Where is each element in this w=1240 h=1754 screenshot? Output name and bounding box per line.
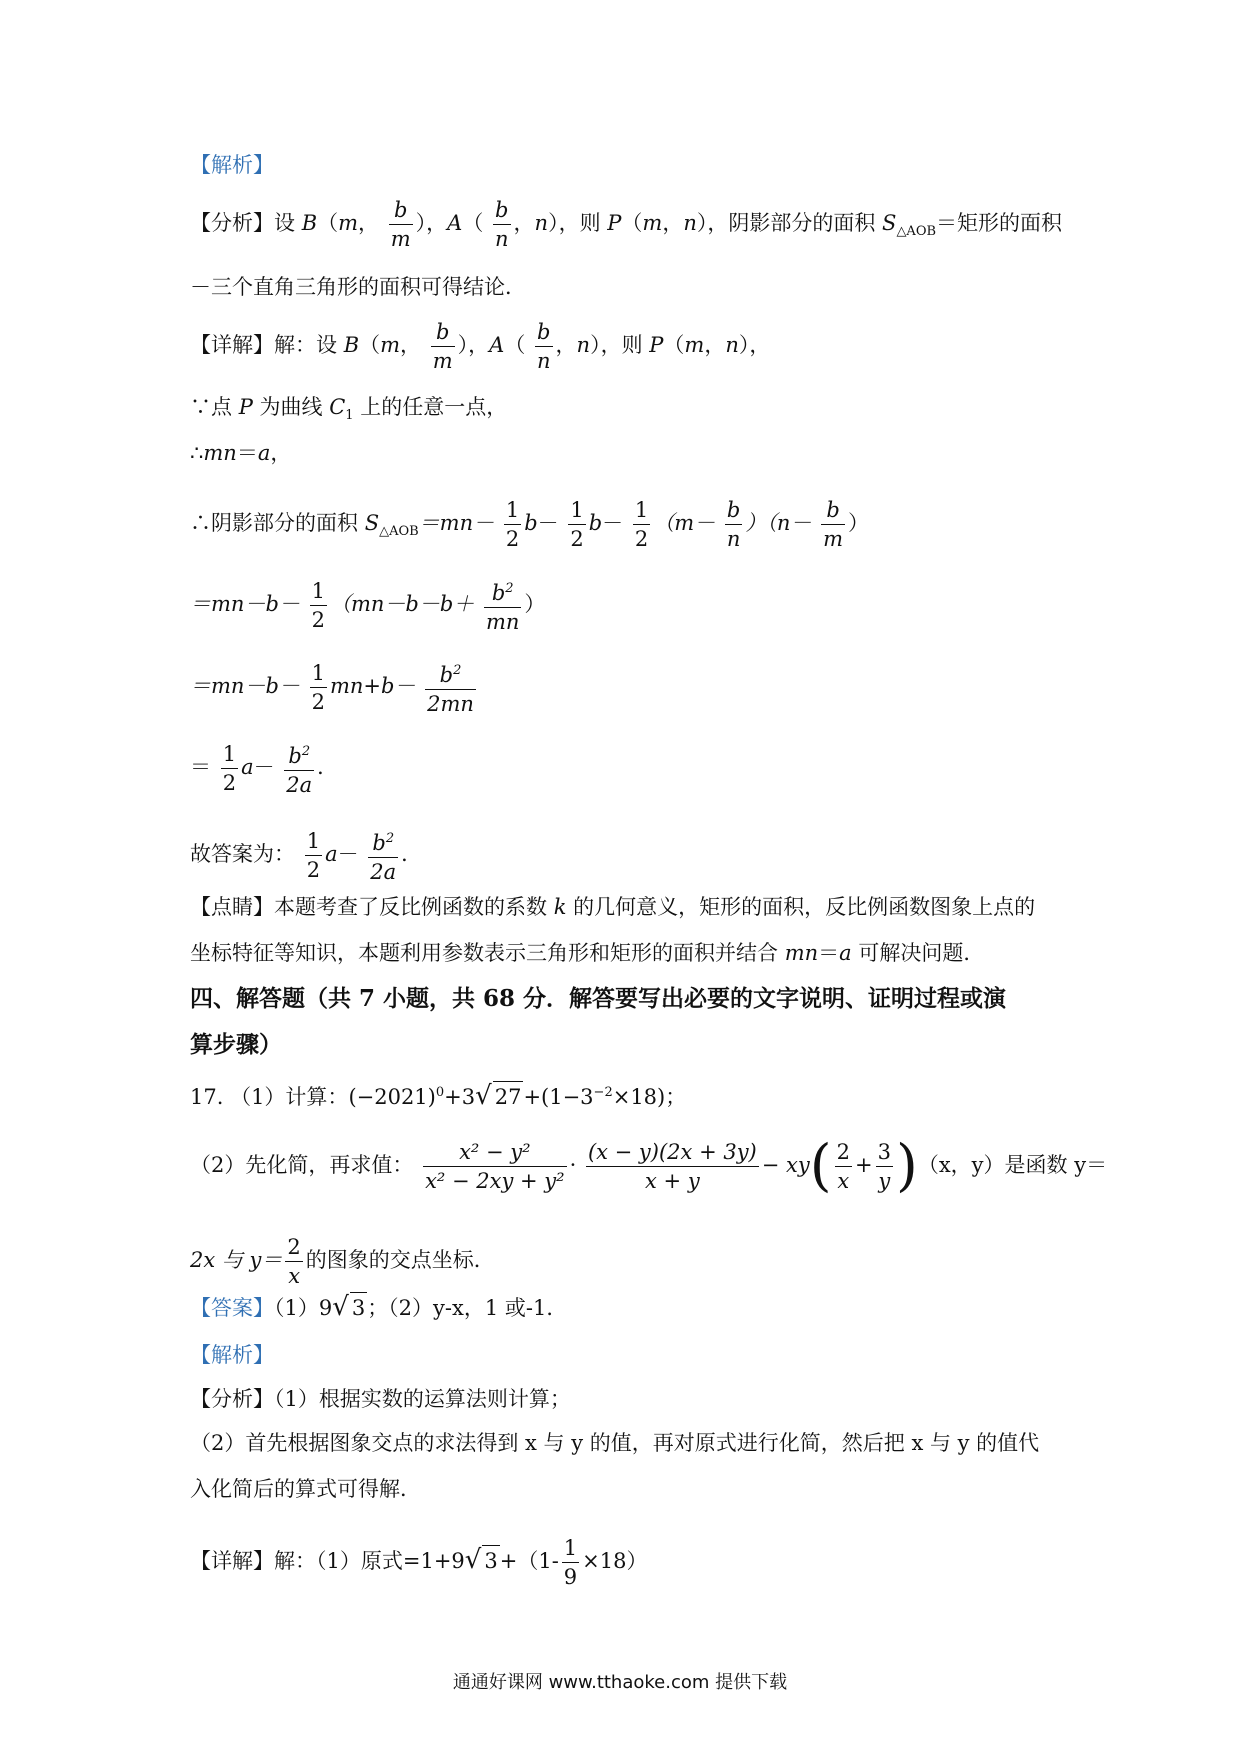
dianjing-tag: 【点睛】 (190, 895, 274, 919)
detail-line-7: ＝ $\frac{1}{2}$ a－ $\frac{b^2}{2a}$ ． (190, 738, 338, 799)
analysis-line-2: －三个直角三角形的面积可得结论． (190, 275, 526, 299)
fraction-3-over-y: $\frac{3}{y}$ (877, 1140, 891, 1193)
question-17-part2: （2）先化简，再求值： $\frac{\text{x² − y²}}{\text{x² − 2xy + y²}}$ · $\frac{(x - y)(2x + 3y)}{x + y}$ − xy( $\frac{2}{x}$ + $\frac{3}{y}$ )（x，y）是函数 y＝ (190, 1133, 1108, 1199)
fraction-2-over-x-2: $\frac{2}{x}$ (287, 1235, 301, 1288)
fraction-half-3: $\frac{1}{2}$ (634, 498, 649, 551)
detail-line-6: ＝mn－b－ $\frac{1}{2}$ mn+b－ $\frac{b^2}{2mn}$ (190, 657, 479, 718)
fraction-expr-2: $\frac{(x - y)(2x + 3y)}{x + y}$ (587, 1140, 757, 1193)
section-four-heading: 四、解答题（共 7 小题，共 68 分．解答要写出必要的文字说明、证明过程或演 (190, 985, 1007, 1012)
daan-tag: 【答案】 (190, 1296, 274, 1320)
detail-line-1: 【详解】解：设 B（m， $\frac{b}{m}$ ），A（ $\frac{b}{n}$ ，n），则 P（m，n）， (190, 320, 771, 373)
xiangjie-tag: 【详解】 (190, 333, 274, 357)
section-four-heading-cont: 算步骤） (190, 1031, 282, 1058)
fraction-half-7: $\frac{1}{2}$ (306, 829, 321, 882)
fraction-1-over-9: $\frac{1}{9}$ (563, 1536, 578, 1589)
fraction-b2-over-mn: $\frac{b^2}{mn}$ (484, 575, 521, 636)
fraction-b-over-n: $\frac{b}{n}$ (495, 198, 509, 251)
detail-line-4: ∴阴影部分的面积 $S_{\triangle AOB}=mn-$ $\frac{1}{2}$ b－ $\frac{1}{2}$ b－ $\frac{1}{2}$ （m－ $\frac{b}{n}$ ）（n－ $\frac{b}{m}$ ） (190, 498, 870, 551)
detail-17-line-1: 【详解】解：（1）原式=1+9√ 3+（1- $\frac{1}{9}$ ×18） (190, 1536, 648, 1589)
answer-line: 故答案为： $\frac{1}{2}$ a－ $\frac{b^2}{2a}$ ． (190, 825, 422, 886)
fraction-expr-1: $\frac{\text{x² − y²}}{\text{x² − 2xy + y²}}$ (425, 1140, 565, 1193)
fraction-b-over-n-2: $\frac{b}{n}$ (537, 320, 551, 373)
fraction-half-5: $\frac{1}{2}$ (311, 661, 325, 714)
fraction-b-over-n-3: $\frac{b}{n}$ (726, 498, 741, 551)
analysis-17-heading: 【解析】 (190, 1343, 274, 1367)
fenxi-tag: 【分析】 (190, 211, 274, 235)
detail-line-2: ∵点 P 为曲线 $C_1$ 上的任意一点， (190, 395, 508, 424)
question-17-part2-cont: 2x 与 y＝ $\frac{2}{x}$ 的图象的交点坐标． (190, 1235, 495, 1288)
detail-line-3: ∴mn＝a， (190, 441, 292, 465)
analysis-17-line-2: （2）首先根据图象交点的求法得到 x 与 y 的值，再对原式进行化简，然后把 x 与 y 的值代 (190, 1431, 1040, 1455)
fraction-b2-over-2a: $\frac{b^2}{2a}$ (284, 738, 314, 799)
comment-line-1: 【点睛】本题考查了反比例函数的系数 k 的几何意义，矩形的面积，反比例函数图象上点的 (190, 895, 1036, 919)
fraction-2-over-x: $\frac{2}{x}$ (836, 1140, 850, 1193)
analysis-17-line-3: 入化简后的算式可得解． (190, 1477, 421, 1501)
fraction-half-4: $\frac{1}{2}$ (311, 579, 325, 632)
analysis-line-1: 【分析】设 B（m， $\frac{b}{m}$ ），A（ $\frac{b}{n}$ ，n），则 P（m，n），阴影部分的面积 $S_{\triangle AOB}=$矩形的面积 (190, 198, 1063, 251)
fraction-b-over-m: $\frac{b}{m}$ (390, 198, 411, 251)
fraction-b2-over-2mn: $\frac{b^2}{2mn}$ (425, 657, 476, 718)
section-analysis-heading (190, 150, 274, 180)
answer-17: 【答案】（1）9√ 3；（2）y-x，1 或-1． (190, 1292, 568, 1322)
fraction-half-1: $\frac{1}{2}$ (505, 498, 520, 551)
comment-line-2: 坐标特征等知识，本题利用参数表示三角形和矩形的面积并结合 mn＝a 可解决问题． (190, 941, 985, 965)
question-17-part1: 17. （1）计算：$(-2021)^0+3√$ $27+(1-3^{-2}\times 18)$； (190, 1081, 687, 1111)
detail-line-5: ＝mn－b－ $\frac{1}{2}$ （mn－b－b＋ $\frac{b^2}{mn}$ ） (190, 575, 545, 636)
analysis-tag: 【解析】 (190, 153, 274, 177)
analysis-17-line-1: 【分析】（1）根据实数的运算法则计算； (190, 1387, 571, 1411)
fraction-b-over-m-2: $\frac{b}{m}$ (432, 320, 453, 373)
fraction-b-over-m-3: $\frac{b}{m}$ (823, 498, 844, 551)
page-footer: 通通好课网 www.tthaoke.com 提供下载 (452, 1672, 788, 1693)
fraction-b2-over-2a-2: $\frac{b^2}{2a}$ (368, 825, 398, 886)
fraction-half-6: $\frac{1}{2}$ (222, 742, 237, 795)
fraction-half-2: $\frac{1}{2}$ (570, 498, 584, 551)
